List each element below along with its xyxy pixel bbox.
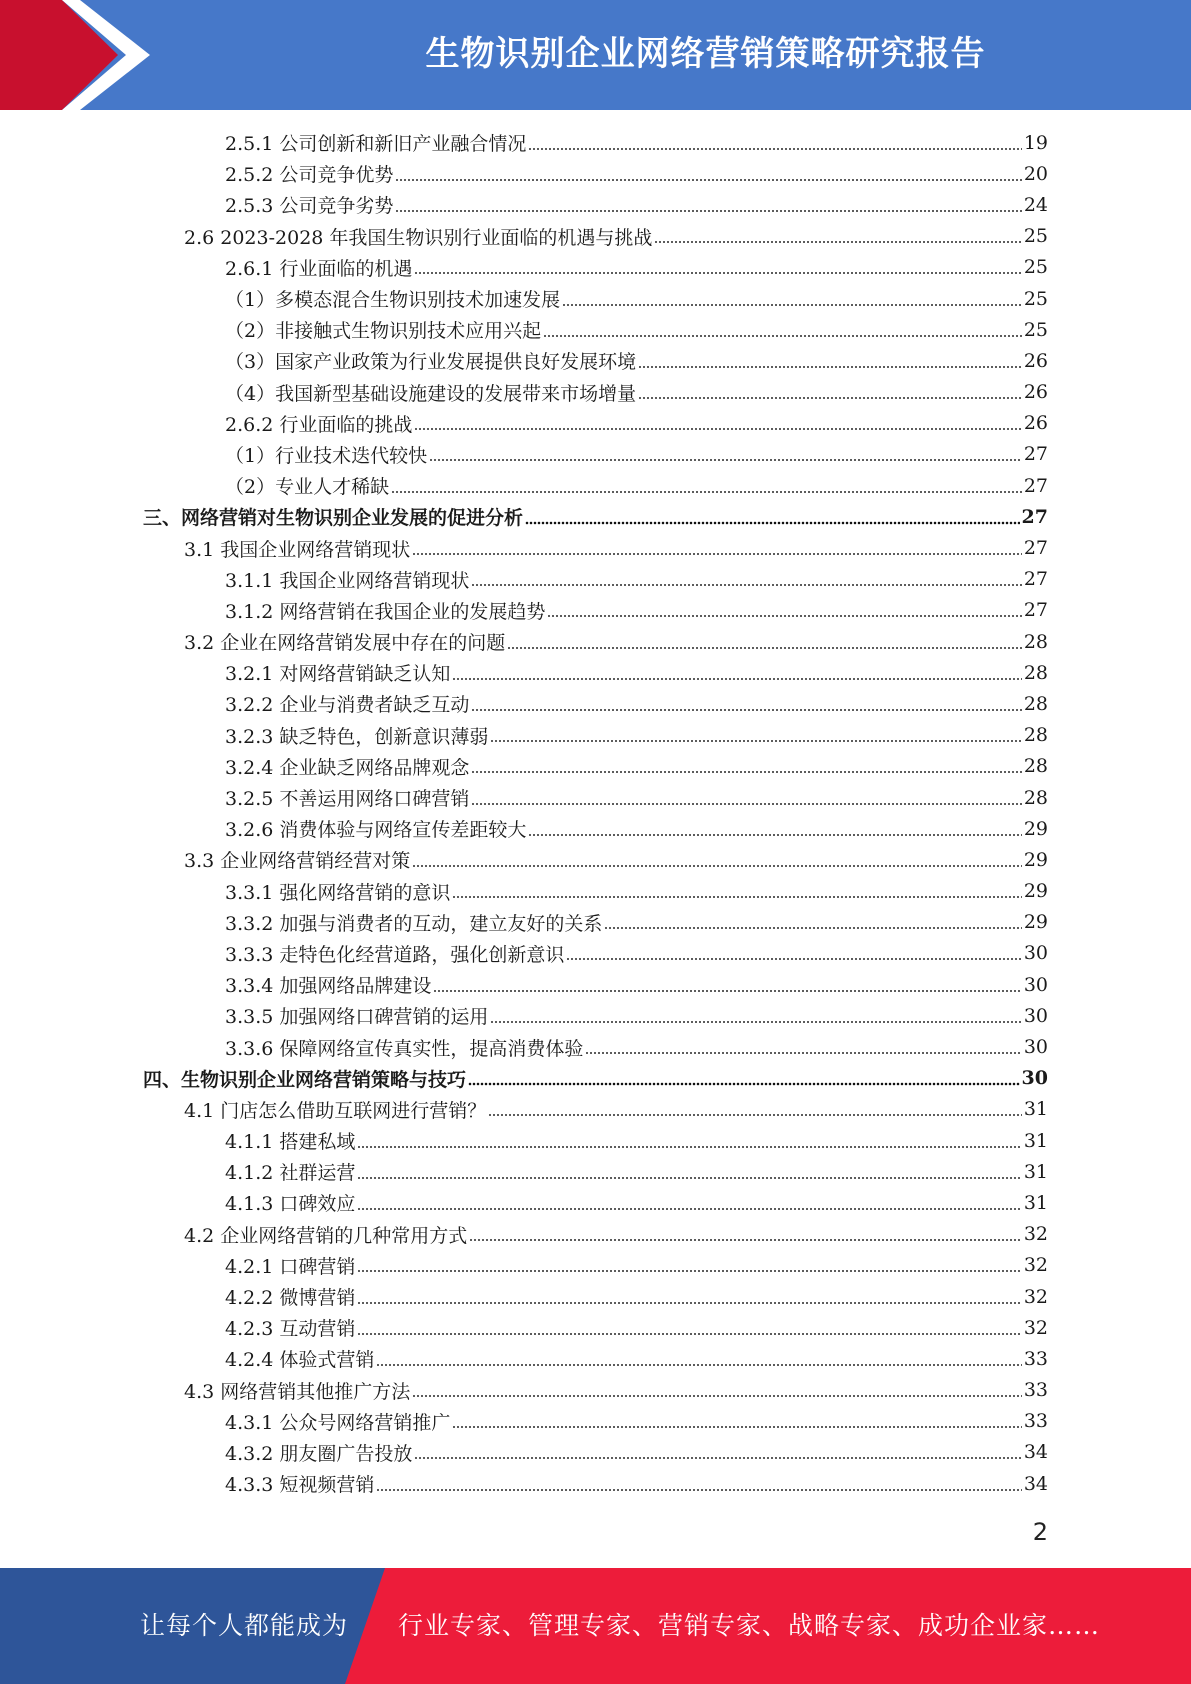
toc-entry-title: 3.3.6 保障网络宣传真实性，提高消费体验	[225, 1037, 584, 1060]
toc-entry-page: 19	[1023, 131, 1048, 154]
toc-entry-page: 34	[1023, 1441, 1048, 1464]
toc-entry-page: 30	[1023, 1004, 1048, 1027]
toc-entry-page: 32	[1023, 1285, 1048, 1308]
toc-entry-page: 31	[1023, 1160, 1048, 1183]
toc-entry[interactable]	[0, 189, 1191, 220]
toc-entry-title: 四、生物识别企业网络营销策略与技巧	[143, 1068, 467, 1091]
toc-entry[interactable]	[0, 1406, 1191, 1437]
toc-entry-page: 27	[1023, 537, 1048, 560]
toc-entry[interactable]	[0, 626, 1191, 657]
toc-entry-title: 4.3.2 朋友圈广告投放	[225, 1442, 413, 1465]
toc-entry[interactable]	[0, 314, 1191, 345]
toc-entry-title: （4）我国新型基础设施建设的发展带来市场增量	[225, 382, 637, 405]
toc-entry-title: 3.1.2 网络营销在我国企业的发展趋势	[225, 600, 546, 623]
toc-entry-page: 29	[1023, 848, 1048, 871]
toc-entry-title: 4.1.1 搭建私域	[225, 1131, 356, 1154]
toc-dot-leader	[357, 1144, 1021, 1150]
toc-dot-leader	[412, 1393, 1022, 1399]
toc-entry[interactable]	[0, 1250, 1191, 1281]
toc-dot-leader	[604, 925, 1021, 931]
page-header	[0, 0, 1191, 110]
toc-dot-leader	[433, 988, 1021, 994]
page-footer	[0, 1568, 1191, 1684]
toc-entry-title: 3.3.3 走特色化经营道路，强化创新意识	[225, 943, 565, 966]
toc-entry-page: 28	[1023, 692, 1048, 715]
toc-dot-leader	[376, 1487, 1021, 1493]
toc-entry-page: 25	[1023, 256, 1048, 279]
toc-dot-leader	[468, 1081, 1020, 1087]
toc-entry-title: 3.3.1 强化网络营销的意识	[225, 881, 451, 904]
toc-dot-leader	[452, 894, 1021, 900]
toc-entry-title: （3）国家产业政策为行业发展提供良好发展环境	[225, 351, 637, 374]
toc-dot-leader	[471, 801, 1021, 807]
toc-entry[interactable]	[0, 408, 1191, 439]
toc-entry[interactable]	[0, 1063, 1191, 1094]
toc-entry-title: 三、网络营销对生物识别企业发展的促进分析	[143, 507, 524, 530]
toc-dot-leader	[452, 1424, 1021, 1430]
toc-dot-leader	[471, 707, 1021, 713]
toc-entry-title: 4.1.3 口碑效应	[225, 1193, 356, 1216]
toc-entry-page: 20	[1023, 162, 1048, 185]
toc-entry[interactable]	[0, 720, 1191, 751]
toc-dot-leader	[452, 676, 1021, 682]
toc-entry[interactable]	[0, 782, 1191, 813]
toc-dot-leader	[562, 302, 1022, 308]
toc-dot-leader	[391, 489, 1022, 495]
toc-entry[interactable]	[0, 501, 1191, 532]
toc-entry[interactable]	[0, 377, 1191, 408]
toc-entry-title: 4.2.3 互动营销	[225, 1318, 356, 1341]
toc-entry-title: 2.6 2023-2028 年我国生物识别行业面临的机遇与挑战	[184, 226, 653, 249]
toc-entry[interactable]	[0, 813, 1191, 844]
toc-entry-title: 3.2 企业在网络营销发展中存在的问题	[184, 632, 506, 655]
toc-entry-title: 3.1.1 我国企业网络营销现状	[225, 569, 470, 592]
toc-entry-title: 3.1 我国企业网络营销现状	[184, 538, 411, 561]
toc-dot-leader	[547, 613, 1021, 619]
toc-entry-page: 25	[1023, 287, 1048, 310]
toc-entry-page: 30	[1023, 942, 1048, 965]
toc-entry-page: 33	[1023, 1347, 1048, 1370]
toc-entry-title: 3.3.5 加强网络口碑营销的运用	[225, 1006, 489, 1029]
toc-entry[interactable]	[0, 532, 1191, 563]
toc-entry-page: 30	[1023, 1036, 1048, 1059]
toc-entry[interactable]	[0, 1375, 1191, 1406]
toc-entry[interactable]	[0, 127, 1191, 158]
toc-entry[interactable]	[0, 1437, 1191, 1468]
toc-entry-page: 28	[1023, 630, 1048, 653]
toc-entry-page: 33	[1023, 1410, 1048, 1433]
toc-entry[interactable]	[0, 969, 1191, 1000]
toc-entry[interactable]	[0, 844, 1191, 875]
toc-entry[interactable]	[0, 1281, 1191, 1312]
document-title: 生物识别企业网络营销策略研究报告	[425, 34, 986, 74]
toc-entry-title: 4.2.1 口碑营销	[225, 1255, 356, 1278]
toc-dot-leader	[490, 1019, 1021, 1025]
toc-entry-page: 32	[1023, 1254, 1048, 1277]
toc-entry-title: 3.2.6 消费体验与网络宣传差距较大	[225, 819, 527, 842]
toc-entry-title: 2.5.2 公司竞争优势	[225, 164, 394, 187]
toc-dot-leader	[412, 551, 1022, 557]
toc-dot-leader	[490, 738, 1021, 744]
toc-entry-title: （1）多模态混合生物识别技术加速发展	[225, 289, 561, 312]
toc-entry-title: 4.1.2 社群运营	[225, 1162, 356, 1185]
toc-entry-title: 2.5.1 公司创新和新旧产业融合情况	[225, 133, 527, 156]
toc-dot-leader	[357, 1268, 1021, 1274]
toc-entry-page: 26	[1023, 381, 1048, 404]
table-of-contents	[0, 127, 1191, 1499]
toc-entry[interactable]	[0, 439, 1191, 470]
toc-entry-title: 4.3.1 公众号网络营销推广	[225, 1411, 451, 1434]
toc-entry-title: 3.3.4 加强网络品牌建设	[225, 975, 432, 998]
toc-entry[interactable]	[0, 564, 1191, 595]
toc-entry-page: 27	[1021, 505, 1048, 528]
footer-slogan-right: 行业专家、管理专家、营销专家、战略专家、成功企业家……	[398, 1611, 1101, 1640]
toc-dot-leader	[488, 1112, 1022, 1118]
toc-dot-leader	[395, 208, 1021, 214]
toc-entry-page: 25	[1023, 318, 1048, 341]
toc-dot-leader	[507, 645, 1022, 651]
toc-entry-page: 31	[1023, 1129, 1048, 1152]
page-number: 2	[1032, 1518, 1048, 1546]
toc-entry-page: 28	[1023, 786, 1048, 809]
toc-entry[interactable]	[0, 751, 1191, 782]
toc-entry[interactable]	[0, 1125, 1191, 1156]
toc-entry[interactable]	[0, 252, 1191, 283]
toc-entry-page: 32	[1023, 1223, 1048, 1246]
toc-entry-page: 28	[1023, 724, 1048, 747]
toc-dot-leader	[357, 1206, 1021, 1212]
toc-entry-title: 3.2.2 企业与消费者缺乏互动	[225, 694, 470, 717]
toc-entry[interactable]	[0, 1156, 1191, 1187]
toc-entry[interactable]	[0, 158, 1191, 189]
toc-entry-page: 28	[1023, 661, 1048, 684]
toc-entry-page: 27	[1023, 443, 1048, 466]
toc-entry-title: 3.3 企业网络营销经营对策	[184, 850, 411, 873]
toc-entry[interactable]	[0, 345, 1191, 376]
toc-entry-page: 26	[1023, 349, 1048, 372]
toc-entry[interactable]	[0, 221, 1191, 252]
toc-entry-title: 4.2.2 微博营销	[225, 1287, 356, 1310]
toc-entry-page: 30	[1023, 973, 1048, 996]
toc-entry-title: 2.6.2 行业面临的挑战	[225, 413, 413, 436]
toc-entry-title: （2）专业人才稀缺	[225, 476, 390, 499]
toc-entry[interactable]	[0, 1187, 1191, 1218]
toc-entry[interactable]	[0, 1000, 1191, 1031]
toc-dot-leader	[412, 863, 1022, 869]
toc-entry-title: 4.2 企业网络营销的几种常用方式	[184, 1224, 468, 1247]
toc-entry-title: 4.2.4 体验式营销	[225, 1349, 375, 1372]
toc-entry-title: 3.2.4 企业缺乏网络品牌观念	[225, 756, 470, 779]
toc-entry-title: 2.5.3 公司竞争劣势	[225, 195, 394, 218]
toc-dot-leader	[414, 1455, 1021, 1461]
toc-entry-page: 31	[1023, 1098, 1048, 1121]
toc-dot-leader	[357, 1175, 1021, 1181]
toc-entry-page: 29	[1023, 817, 1048, 840]
toc-dot-leader	[357, 1300, 1021, 1306]
toc-dot-leader	[525, 520, 1020, 526]
toc-entry-page: 25	[1023, 225, 1048, 248]
footer-slogan-left: 让每个人都能成为	[140, 1611, 349, 1640]
toc-entry[interactable]	[0, 1031, 1191, 1062]
toc-dot-leader	[528, 832, 1021, 838]
header-arrow-decoration	[0, 0, 170, 110]
toc-entry-title: 4.3.3 短视频营销	[225, 1474, 375, 1497]
toc-entry-page: 29	[1023, 911, 1048, 934]
toc-dot-leader	[429, 457, 1022, 463]
toc-entry-title: 3.2.5 不善运用网络口碑营销	[225, 788, 470, 811]
toc-entry-page: 29	[1023, 880, 1048, 903]
toc-entry-page: 32	[1023, 1316, 1048, 1339]
toc-entry[interactable]	[0, 595, 1191, 626]
toc-entry-title: （1）行业技术迭代较快	[225, 444, 428, 467]
toc-entry-page: 33	[1023, 1379, 1048, 1402]
toc-entry[interactable]	[0, 1219, 1191, 1250]
toc-entry-page: 27	[1023, 599, 1048, 622]
toc-entry-title: （2）非接触式生物识别技术应用兴起	[225, 320, 542, 343]
toc-dot-leader	[395, 177, 1021, 183]
toc-entry-page: 27	[1023, 474, 1048, 497]
toc-entry[interactable]	[0, 938, 1191, 969]
toc-entry[interactable]	[0, 688, 1191, 719]
toc-entry-page: 34	[1023, 1472, 1048, 1495]
toc-entry-title: 4.1 门店怎么借助互联网进行营销？	[184, 1099, 487, 1122]
toc-dot-leader	[528, 146, 1021, 152]
toc-entry[interactable]	[0, 1468, 1191, 1499]
toc-dot-leader	[376, 1362, 1021, 1368]
toc-entry-page: 24	[1023, 193, 1048, 216]
toc-dot-leader	[469, 1237, 1022, 1243]
toc-entry[interactable]	[0, 1094, 1191, 1125]
toc-dot-leader	[357, 1331, 1021, 1337]
toc-entry[interactable]	[0, 1312, 1191, 1343]
toc-entry[interactable]	[0, 470, 1191, 501]
toc-entry-title: 3.2.1 对网络营销缺乏认知	[225, 663, 451, 686]
toc-dot-leader	[414, 426, 1021, 432]
toc-entry-page: 30	[1021, 1067, 1048, 1090]
toc-entry-title: 3.3.2 加强与消费者的互动，建立友好的关系	[225, 912, 603, 935]
toc-dot-leader	[585, 1050, 1021, 1056]
toc-entry[interactable]	[0, 907, 1191, 938]
toc-entry-title: 2.6.1 行业面临的机遇	[225, 257, 413, 280]
toc-entry-page: 31	[1023, 1191, 1048, 1214]
toc-dot-leader	[638, 395, 1022, 401]
toc-dot-leader	[471, 769, 1021, 775]
toc-dot-leader	[543, 333, 1022, 339]
toc-dot-leader	[566, 956, 1021, 962]
toc-entry-page: 26	[1023, 412, 1048, 435]
toc-entry[interactable]	[0, 657, 1191, 688]
toc-dot-leader	[638, 364, 1022, 370]
toc-dot-leader	[471, 582, 1021, 588]
toc-entry-title: 3.2.3 缺乏特色，创新意识薄弱	[225, 725, 489, 748]
toc-entry-page: 28	[1023, 755, 1048, 778]
toc-entry[interactable]	[0, 1343, 1191, 1374]
toc-entry[interactable]	[0, 283, 1191, 314]
toc-dot-leader	[414, 270, 1021, 276]
toc-entry[interactable]	[0, 876, 1191, 907]
toc-entry-title: 4.3 网络营销其他推广方法	[184, 1380, 411, 1403]
toc-dot-leader	[654, 239, 1021, 245]
toc-entry-page: 27	[1023, 568, 1048, 591]
